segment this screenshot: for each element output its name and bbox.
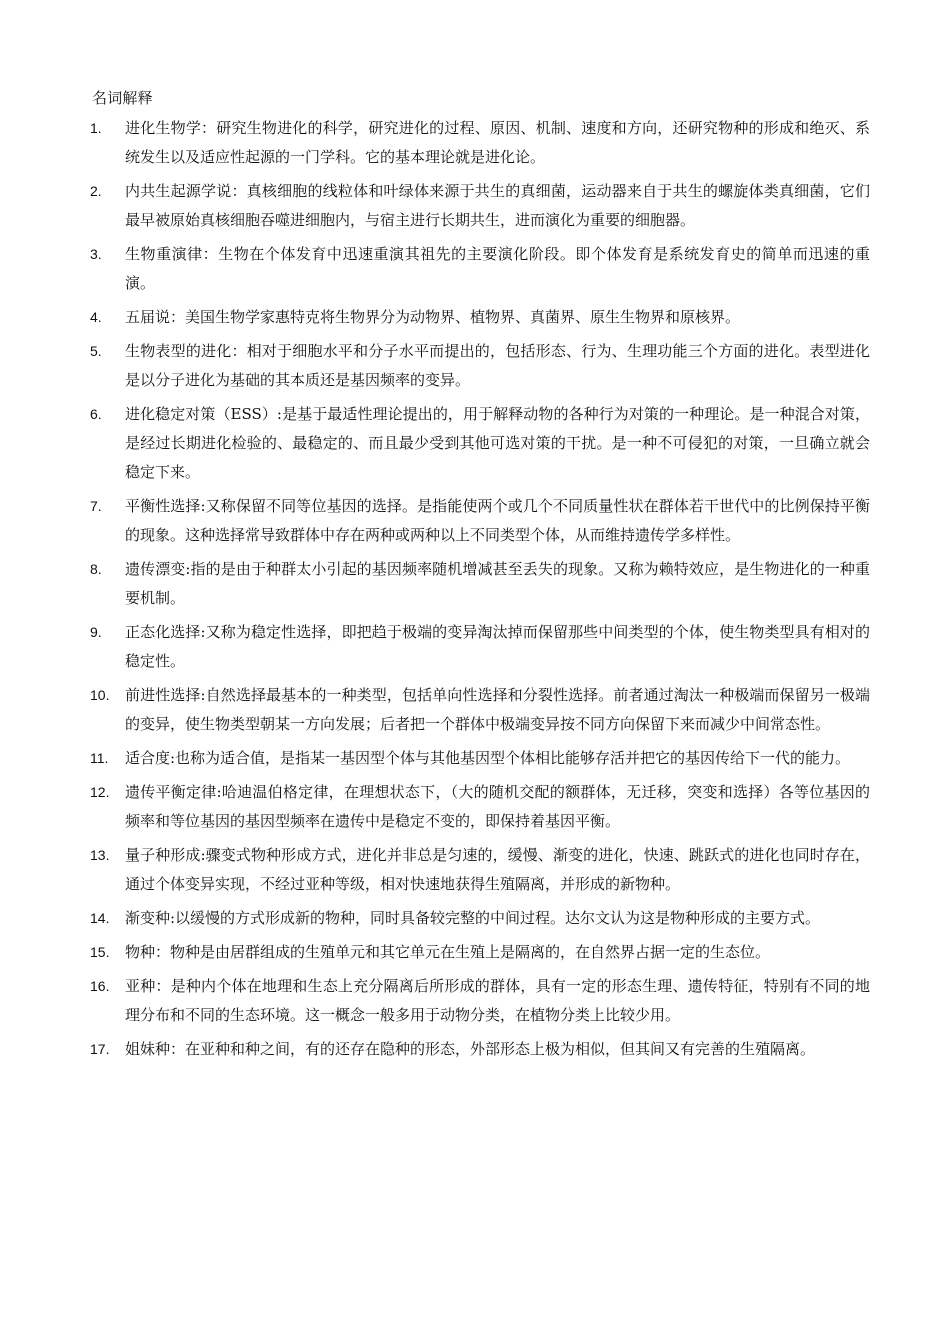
list-item-number: 6. [90, 406, 102, 422]
list-item [90, 177, 870, 235]
list-item-text: 进化稳定对策（ESS）:是基于最适性理论提出的，用于解释动物的各种行为对策的一种理论。是一种混合对策，是经过长期进化检验的、最稳定的、而且最少受到其他可选对策的干扰。是一种不可侵犯的对策，一旦确立就会稳定下来。 [125, 405, 870, 481]
list-item-text: 渐变种:以缓慢的方式形成新的物种，同时具备较完整的中间过程。达尔文认为这是物种形成的主要方式。 [125, 909, 821, 927]
list-item-text: 正态化选择:又称为稳定性选择，即把趋于极端的变异淘汰掉而保留那些中间类型的个体，使生物类型具有相对的稳定性。 [125, 623, 870, 670]
list-item [90, 938, 870, 967]
list-item-text: 姐妹种：在亚种和种之间，有的还存在隐种的形态，外部形态上极为相似，但其间又有完善的生殖隔离。 [125, 1040, 816, 1058]
list-item-number: 7. [90, 498, 102, 514]
list-item-number: 14. [90, 910, 110, 926]
list-item-text: 物种：物种是由居群组成的生殖单元和其它单元在生殖上是隔离的，在自然界占据一定的生态位。 [125, 943, 771, 961]
list-item-text: 进化生物学：研究生物进化的科学，研究进化的过程、原因、机制、速度和方向，还研究物种的形成和绝灭、系统发生以及适应性起源的一门学科。它的基本理论就是进化论。 [125, 119, 870, 166]
term-list [90, 114, 870, 1069]
list-item-text: 遗传平衡定律:哈迪温伯格定律，在理想状态下，（大的随机交配的额群体，无迁移，突变和选择）各等位基因的频率和等位基因的基因型频率在遗传中是稳定不变的，即保持着基因平衡。 [125, 783, 870, 830]
list-item-number: 2. [90, 183, 102, 199]
list-item-text: 内共生起源学说：真核细胞的线粒体和叶绿体来源于共生的真细菌，运动器来自于共生的螺旋体类真细菌，它们最早被原始真核细胞吞噬进细胞内，与宿主进行长期共生，进而演化为重要的细胞器。 [125, 182, 870, 229]
list-item-number: 8. [90, 561, 102, 577]
list-item [90, 337, 870, 395]
list-item [90, 778, 870, 836]
list-item [90, 492, 870, 550]
list-item [90, 555, 870, 613]
list-item [90, 744, 870, 773]
list-item-number: 4. [90, 309, 102, 325]
list-item-number: 3. [90, 246, 102, 262]
list-item-text: 生物重演律：生物在个体发育中迅速重演其祖先的主要演化阶段。即个体发育是系统发育史的简单而迅速的重演。 [125, 245, 870, 292]
list-item-number: 17. [90, 1041, 110, 1057]
list-item [90, 303, 870, 332]
list-item-number: 15. [90, 944, 110, 960]
list-item [90, 618, 870, 676]
list-item [90, 904, 870, 933]
list-item-text: 生物表型的进化：相对于细胞水平和分子水平而提出的，包括形态、行为、生理功能三个方面的进化。表型进化是以分子进化为基础的其本质还是基因频率的变异。 [125, 342, 870, 389]
list-item-text: 量子种形成:骤变式物种形成方式，进化并非总是匀速的，缓慢、渐变的进化，快速、跳跃式的进化也同时存在，通过个体变异实现，不经过亚种等级，相对快速地获得生殖隔离，并形成的新物种。 [125, 846, 870, 893]
list-item-text: 平衡性选择:又称保留不同等位基因的选择。是指能使两个或几个不同质量性状在群体若干世代中的比例保持平衡的现象。这种选择常导致群体中存在两种或两种以上不同类型个体，从而维持遗传学多样性。 [125, 497, 870, 544]
list-item-number: 11. [90, 750, 109, 766]
list-item-number: 9. [90, 624, 102, 640]
list-item [90, 681, 870, 739]
list-item-text: 前进性选择:自然选择最基本的一种类型，包括单向性选择和分裂性选择。前者通过淘汰一种极端而保留另一极端的变异，使生物类型朝某一方向发展；后者把一个群体中极端变异按不同方向保留下来而减少中间常态性。 [125, 686, 870, 733]
list-item [90, 400, 870, 487]
list-item-text: 遗传漂变:指的是由于种群太小引起的基因频率随机增减甚至丢失的现象。又称为赖特效应，是生物进化的一种重要机制。 [125, 560, 870, 607]
list-item [90, 1035, 870, 1064]
list-item-text: 亚种：是种内个体在地理和生态上充分隔离后所形成的群体，具有一定的形态生理、遗传特征，特别有不同的地理分布和不同的生态环境。这一概念一般多用于动物分类，在植物分类上比较少用。 [125, 977, 870, 1024]
list-item [90, 114, 870, 172]
list-item-number: 10. [90, 687, 110, 703]
page-title: 名词解释 [92, 89, 153, 107]
list-item-text: 五届说：美国生物学家惠特克将生物界分为动物界、植物界、真菌界、原生生物界和原核界。 [125, 308, 741, 326]
list-item-number: 12. [90, 784, 110, 800]
list-item [90, 972, 870, 1030]
list-item [90, 841, 870, 899]
list-item-number: 5. [90, 343, 102, 359]
list-item-text: 适合度:也称为适合值，是指某一基因型个体与其他基因型个体相比能够存活并把它的基因传给下一代的能力。 [125, 749, 851, 767]
list-item-number: 13. [90, 847, 110, 863]
list-item [90, 240, 870, 298]
list-item-number: 16. [90, 978, 110, 994]
list-item-number: 1. [90, 120, 102, 136]
